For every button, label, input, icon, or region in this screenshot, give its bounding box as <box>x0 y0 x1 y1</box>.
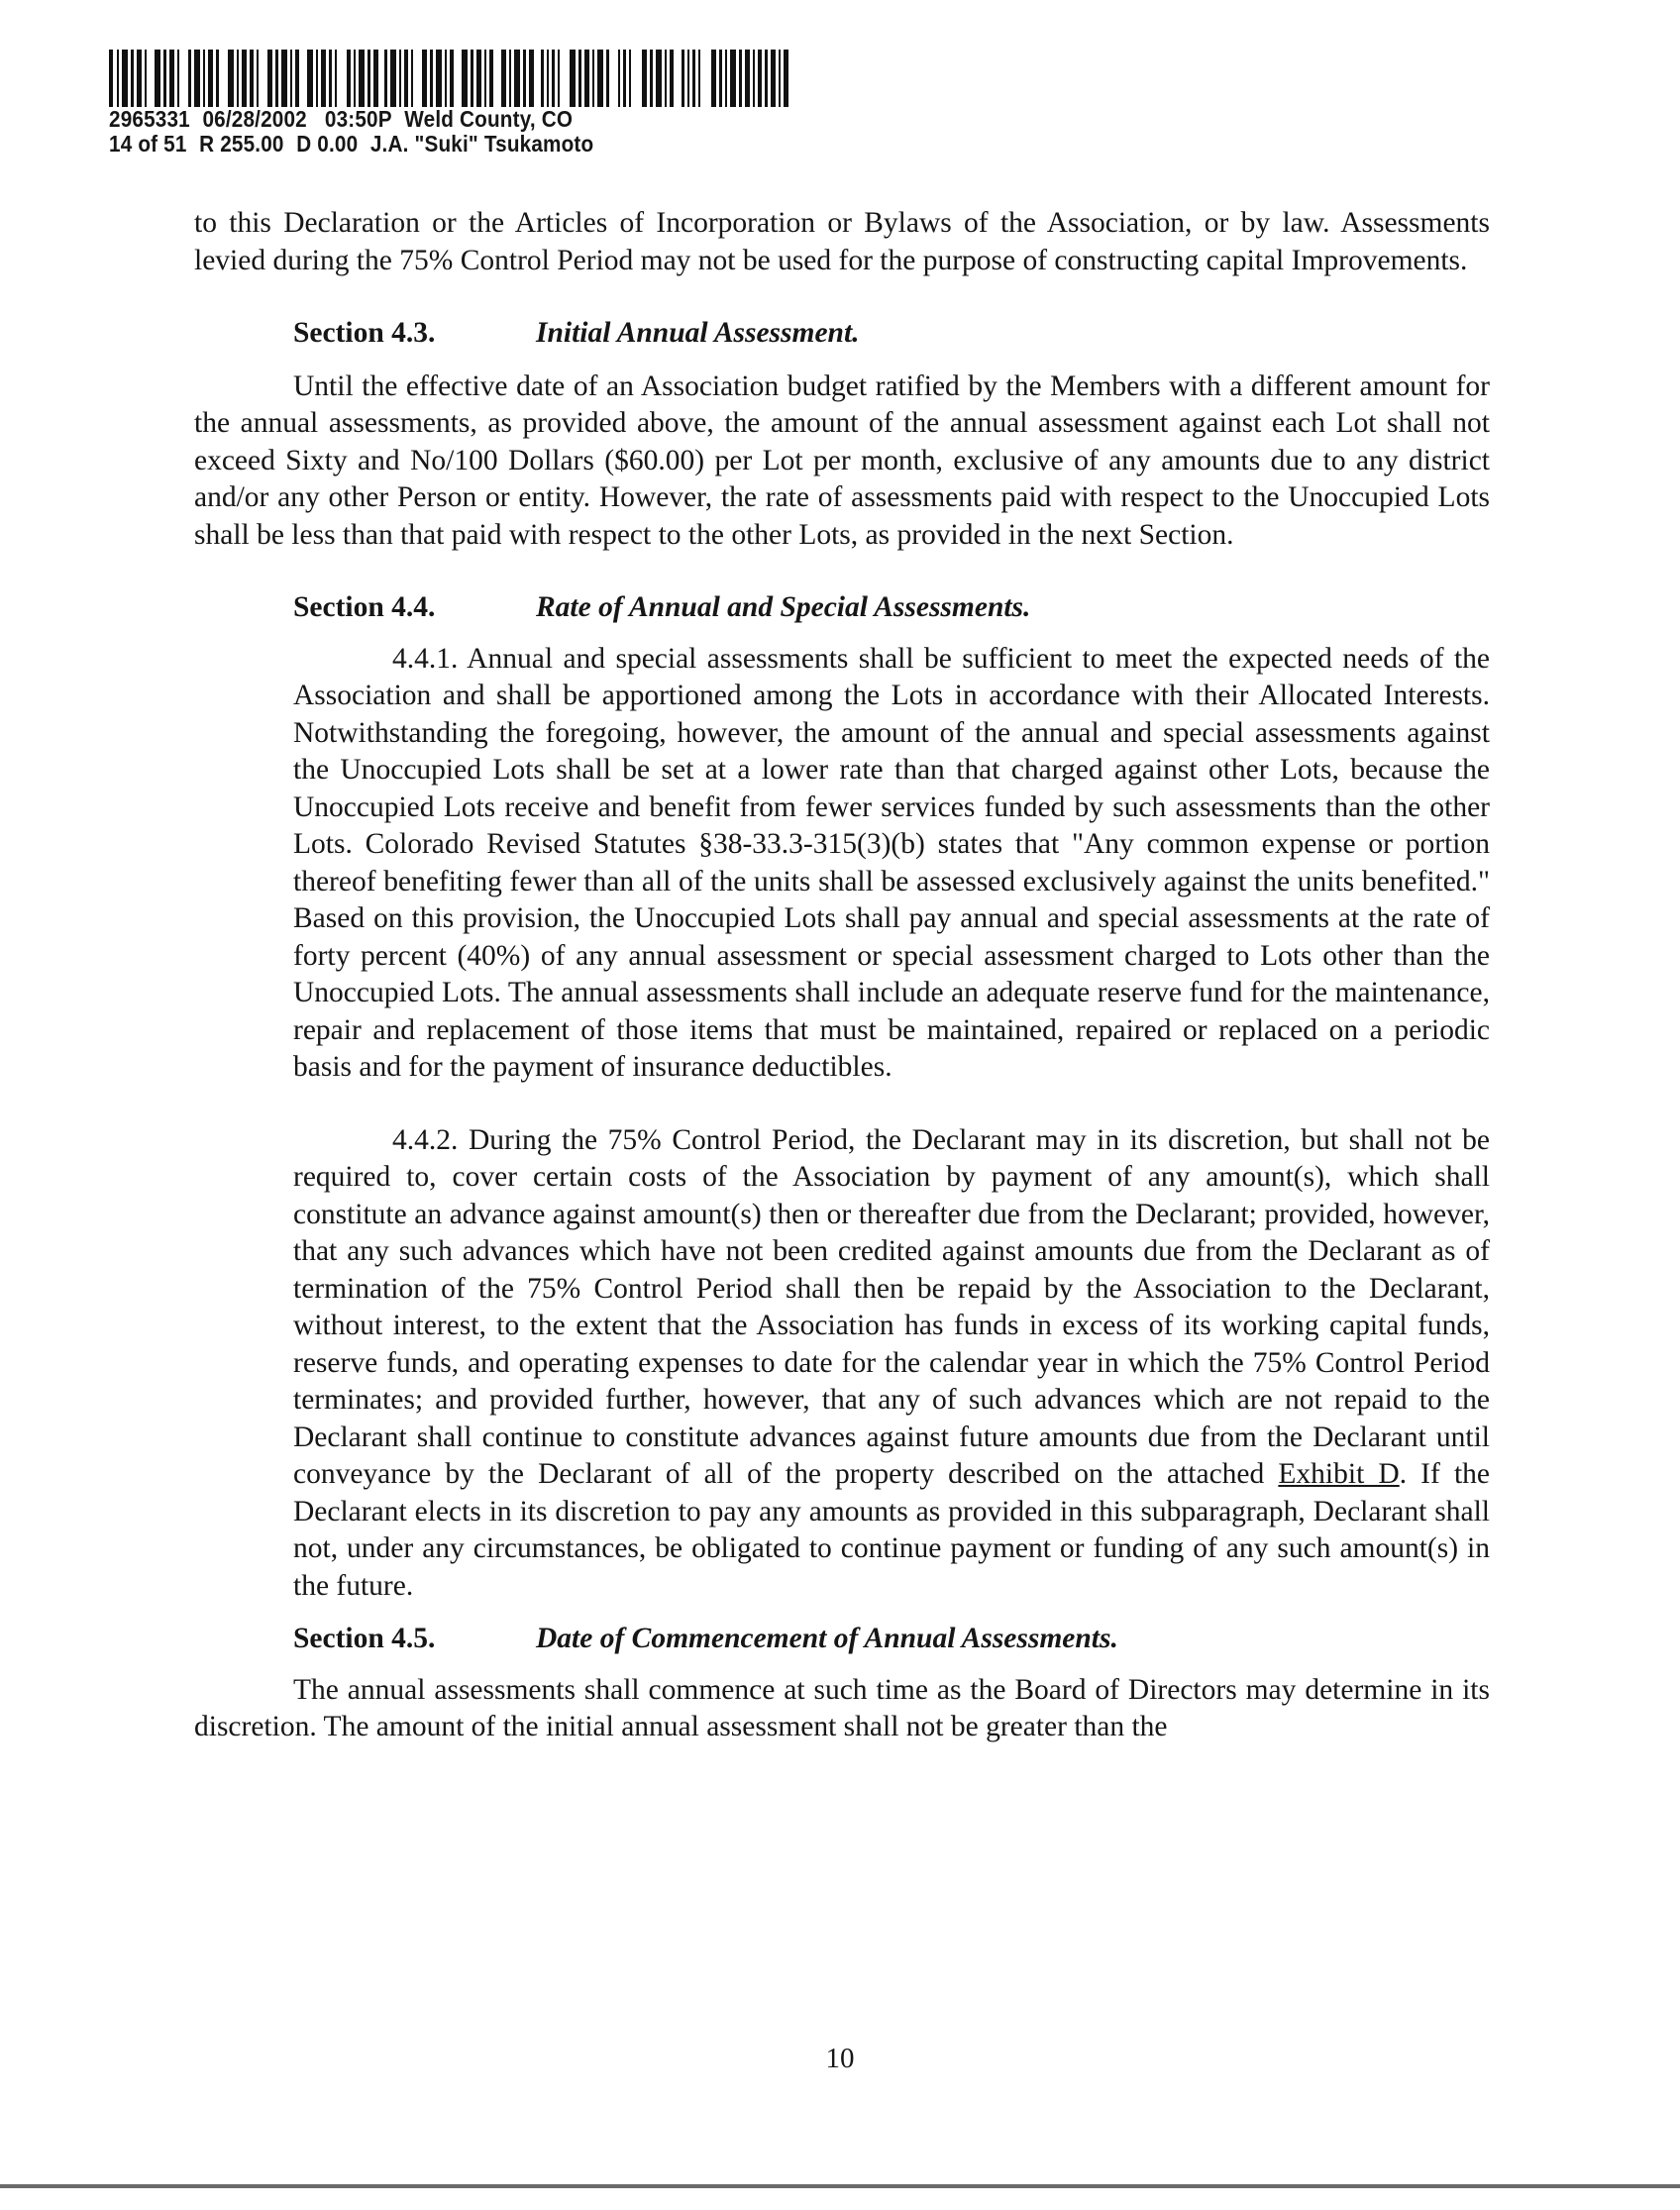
section-number: Section 4.3. <box>293 317 436 349</box>
recording-date: 06/28/2002 <box>202 106 307 132</box>
section-4-5-heading <box>194 1621 1490 1658</box>
page-count: 14 of 51 <box>109 131 187 157</box>
section-4-3-heading <box>194 315 1490 353</box>
recording-line-2 <box>109 132 751 157</box>
section-4-4-heading <box>194 589 1490 627</box>
exhibit-d-reference: Exhibit D <box>1278 1458 1400 1490</box>
section-4-3-paragraph: Until the effective date of an Association budget ratified by the Members with a different amount for the annual assessments, as provided above, the amount of the annual assessment against each Lot shall not exceed Sixty and No/100 Dollars ($60.00) per Lot per month, exclusive of any amounts due to any district and/or any other Person or entity. However, the rate of assessments paid with respect to the Unoccupied Lots shall be less than that paid with respect to the other Lots, as provided in the next Section. <box>194 369 1490 551</box>
section-4-5-paragraph: The annual assessments shall commence at such time as the Board of Directors may determine in its discretion. The amount of the initial annual assessment shall not be greater than the <box>194 1673 1490 1742</box>
bottom-rule <box>0 2184 1680 2188</box>
recording-time: 03:50P <box>324 106 392 132</box>
paragraph-4-4-2 <box>194 1122 1490 1606</box>
paragraph-4-4-1: 4.4.1. Annual and special assessments shall be sufficient to meet the expected needs of the Association and shall be apportioned among the Lots in accordance with their Allocated Interests. Notwithstanding the foregoing, however, the amount of the annual and special assessments against the Unoccupied Lots shall be set at a lower rate than that charged against other Lots, because the Unoccupied Lots receive and benefit from fewer services funded by such assessments than the other Lots. Colorado Revised Statutes §38-33.3-315(3)(b) states that "Any common expense or portion thereof benefiting fewer than all of the units shall be assessed exclusively against the units benefited." Based on this provision, the Unoccupied Lots shall pay annual and special assessments at the rate of forty percent (40%) of any annual assessment or special assessment charged to Lots other than the Unoccupied Lots. The annual assessments shall include an adequate reserve fund for the maintenance, repair and replacement of those items that must be maintained, repaired or replaced on a periodic basis and for the payment of insurance deductibles. <box>293 642 1490 1083</box>
continuation-paragraph: to this Declaration or the Articles of Incorporation or Bylaws of the Association, or by law. Assessments levied during the 75% Control Period may not be used for the purpose of constructing capital Improvements. <box>194 207 1490 276</box>
reception-number: 2965331 <box>109 106 190 132</box>
section-title: Rate of Annual and Special Assessments. <box>536 591 1031 623</box>
recording-fee: R 255.00 <box>199 131 284 157</box>
barcode-image <box>109 50 792 107</box>
section-title: Date of Commencement of Annual Assessments. <box>536 1623 1118 1654</box>
section-title: Initial Annual Assessment. <box>536 317 860 349</box>
section-number: Section 4.4. <box>293 591 436 623</box>
recorder-name: J.A. "Suki" Tsukamoto <box>369 131 594 157</box>
paragraph-4-4-2-text: 4.4.2. During the 75% Control Period, the Declarant may in its discretion, but shall not be required to, cover certain costs of the Association by payment of any amount(s), which shall constitute an advance against amount(s) then or thereafter due from the Declarant; provided, however, that any such advances which have not been credited against amounts due from the Declarant as of termination of the 75% Control Period shall then be repaid by the Association to the Declarant, without interest, to the extent that the Association has funds in excess of its working capital funds, reserve funds, and operating expenses to date for the calendar year in which the 75% Control Period terminates; and provided further, however, that any of such advances which are not repaid to the Declarant shall continue to constitute advances against future amounts due from the Declarant until conveyance by the Declarant of all of the property described on the attached <box>293 1123 1490 1490</box>
paragraph-4-4-2-text-end: . If the Declarant elects in its discretion to pay any amounts as provided in this subparagraph, Declarant shall not, under any circumstances, be obligated to continue payment or funding of any such amount(s) in the future. <box>293 1458 1490 1602</box>
document-body <box>194 205 1490 1746</box>
doc-fee: D 0.00 <box>296 131 359 157</box>
section-number: Section 4.5. <box>293 1623 436 1654</box>
page-number: 10 <box>825 2043 855 2074</box>
recording-county: Weld County, CO <box>404 106 574 132</box>
recording-header <box>109 50 822 157</box>
recording-line-1 <box>109 107 751 132</box>
